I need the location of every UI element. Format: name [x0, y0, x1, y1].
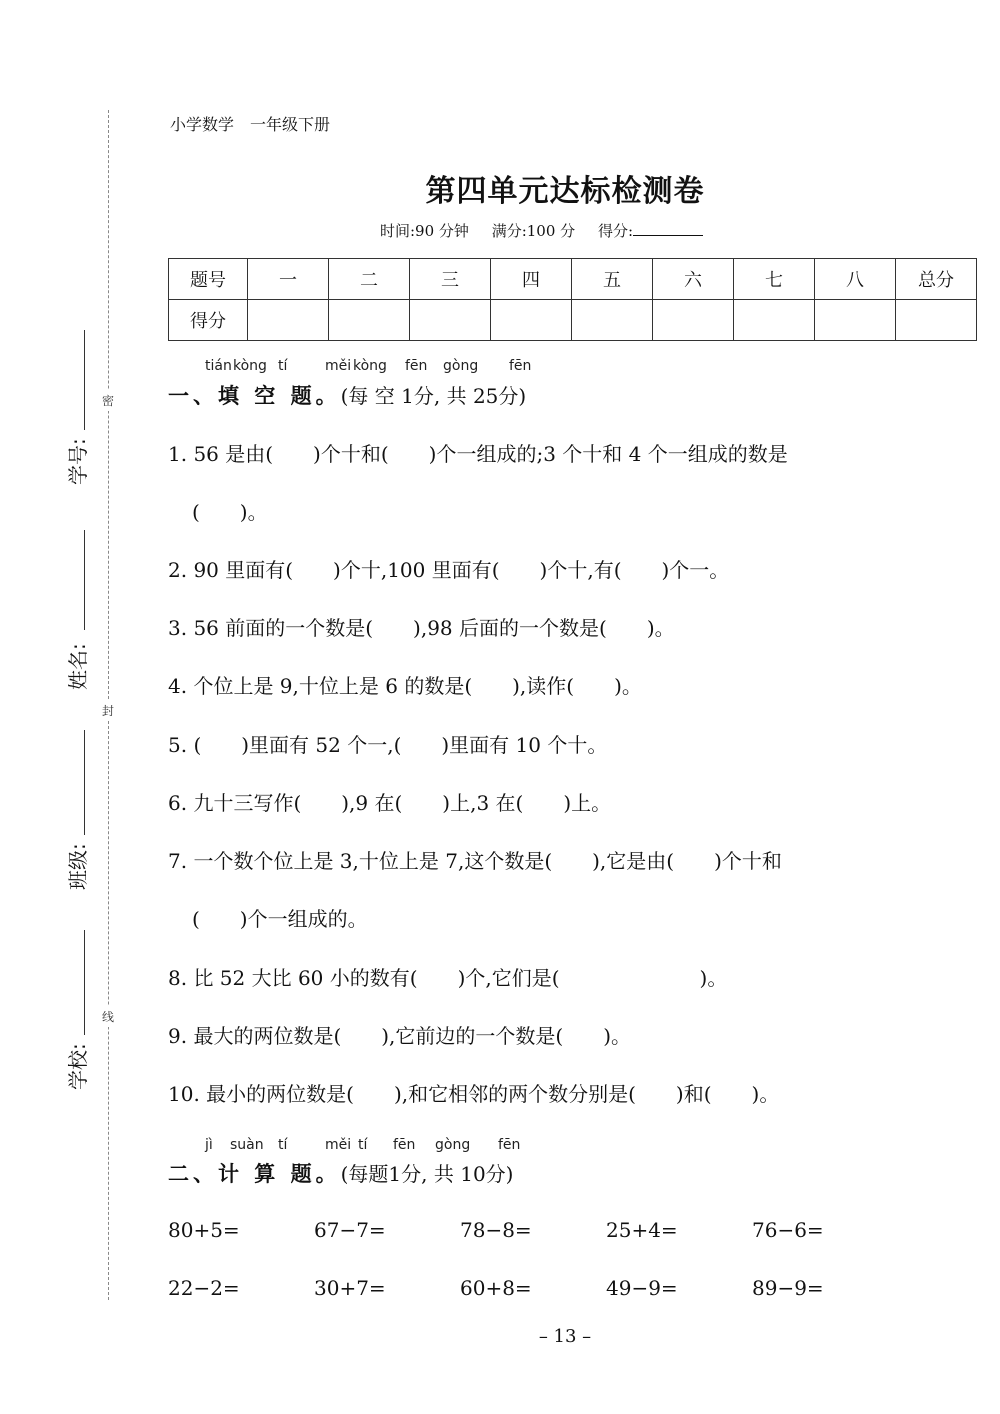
question-5: 5. ( )里面有 52 个一,( )里面有 10 个十。: [168, 733, 608, 757]
calc-item: 78−8=: [460, 1218, 532, 1242]
table-cell: 得分: [169, 300, 248, 341]
pinyin-ti3: tí: [358, 1137, 368, 1153]
time-limit: 时间:90 分钟: [380, 222, 469, 240]
table-cell: 一: [248, 259, 329, 300]
table-cell: 总分: [896, 259, 977, 300]
class-line: [84, 730, 85, 835]
table-cell: 八: [815, 259, 896, 300]
student-id-label: 学号:: [66, 438, 90, 485]
question-7-cont: ( )个一组成的。: [192, 907, 368, 931]
pinyin-kong2: kòng: [353, 358, 387, 374]
score-cell[interactable]: [815, 300, 896, 341]
score-table-score-row: [169, 300, 977, 341]
pinyin-fen4: fēn: [498, 1137, 521, 1153]
score-cell[interactable]: [653, 300, 734, 341]
pinyin-fen2: fēn: [509, 358, 532, 374]
section-1-note: (每 空 1分, 共 25分): [340, 384, 527, 408]
table-cell: 三: [410, 259, 491, 300]
table-cell: 五: [572, 259, 653, 300]
question-1-cont: ( )。: [192, 500, 268, 524]
page-number: – 13 –: [538, 1326, 592, 1347]
question-7: 7. 一个数个位上是 3,十位上是 7,这个数是( ),它是由( )个十和: [168, 849, 782, 873]
section-2-heading: [168, 1158, 513, 1188]
student-id-line: [84, 330, 85, 430]
score-cell[interactable]: [410, 300, 491, 341]
table-cell: 四: [491, 259, 572, 300]
subject-header: 小学数学 一年级下册: [170, 115, 331, 134]
table-cell: 六: [653, 259, 734, 300]
page-title: 第四单元达标检测卷: [425, 174, 705, 209]
calc-item: 60+8=: [460, 1276, 532, 1300]
table-cell: 二: [329, 259, 410, 300]
school-label: 学校:: [66, 1043, 90, 1090]
score-label: 得分:: [597, 222, 633, 240]
question-3: 3. 56 前面的一个数是( ),98 后面的一个数是( )。: [168, 616, 675, 640]
pinyin-fen3: fēn: [393, 1137, 416, 1153]
question-2: 2. 90 里面有( )个十,100 里面有( )个十,有( )个一。: [168, 558, 730, 582]
calc-item: 80+5=: [168, 1218, 240, 1242]
question-6: 6. 九十三写作( ),9 在( )上,3 在( )上。: [168, 791, 612, 815]
name-label: 姓名:: [66, 643, 90, 690]
calc-item: 25+4=: [606, 1218, 678, 1242]
calc-item: 89−9=: [752, 1276, 824, 1300]
pinyin-suan: suàn: [230, 1137, 264, 1153]
exam-meta: [380, 220, 721, 241]
seal-feng: 封: [102, 700, 114, 721]
question-9: 9. 最大的两位数是( ),它前边的一个数是( )。: [168, 1024, 632, 1048]
table-cell: 七: [734, 259, 815, 300]
name-line: [84, 530, 85, 630]
score-cell[interactable]: [734, 300, 815, 341]
question-10: 10. 最小的两位数是( ),和它相邻的两个数分别是( )和( )。: [168, 1082, 780, 1106]
score-blank[interactable]: [633, 221, 703, 236]
school-line: [84, 930, 85, 1035]
question-8: 8. 比 52 大比 60 小的数有( )个,它们是( )。: [168, 966, 728, 990]
section-2-title: 二、计 算 题。: [168, 1162, 341, 1186]
pinyin-mei: měi: [325, 358, 352, 374]
question-1: 1. 56 是由( )个十和( )个一组成的;3 个十和 4 个一组成的数是: [168, 442, 788, 466]
class-label: 班级:: [66, 843, 90, 890]
score-cell[interactable]: [491, 300, 572, 341]
pinyin-kong: kòng: [233, 358, 267, 374]
table-cell: 题号: [169, 259, 248, 300]
seal-mi: 密: [102, 390, 114, 411]
score-cell[interactable]: [329, 300, 410, 341]
calc-item: 76−6=: [752, 1218, 824, 1242]
pinyin-mei2: měi: [325, 1137, 352, 1153]
seal-xian: 线: [102, 1006, 114, 1027]
score-cell[interactable]: [896, 300, 977, 341]
pinyin-fen: fēn: [405, 358, 428, 374]
question-4: 4. 个位上是 9,十位上是 6 的数是( ),读作( )。: [168, 674, 642, 698]
pinyin-gong2: gòng: [435, 1137, 471, 1153]
pinyin-ji: jì: [205, 1137, 213, 1153]
calc-item: 22−2=: [168, 1276, 240, 1300]
section-2-note: (每题1分, 共 10分): [340, 1162, 514, 1186]
pinyin-gong: gòng: [443, 358, 479, 374]
pinyin-ti: tí: [278, 358, 288, 374]
score-table: [168, 258, 977, 341]
section-1-title: 一、填 空 题。: [168, 384, 341, 408]
calc-item: 67−7=: [314, 1218, 386, 1242]
pinyin-ti2: tí: [278, 1137, 288, 1153]
calc-item: 49−9=: [606, 1276, 678, 1300]
score-cell[interactable]: [572, 300, 653, 341]
score-table-header-row: [169, 259, 977, 300]
calc-item: 30+7=: [314, 1276, 386, 1300]
full-score: 满分:100 分: [491, 222, 576, 240]
score-cell[interactable]: [248, 300, 329, 341]
pinyin-tian: tián: [205, 358, 232, 374]
section-1-heading: [168, 380, 526, 410]
